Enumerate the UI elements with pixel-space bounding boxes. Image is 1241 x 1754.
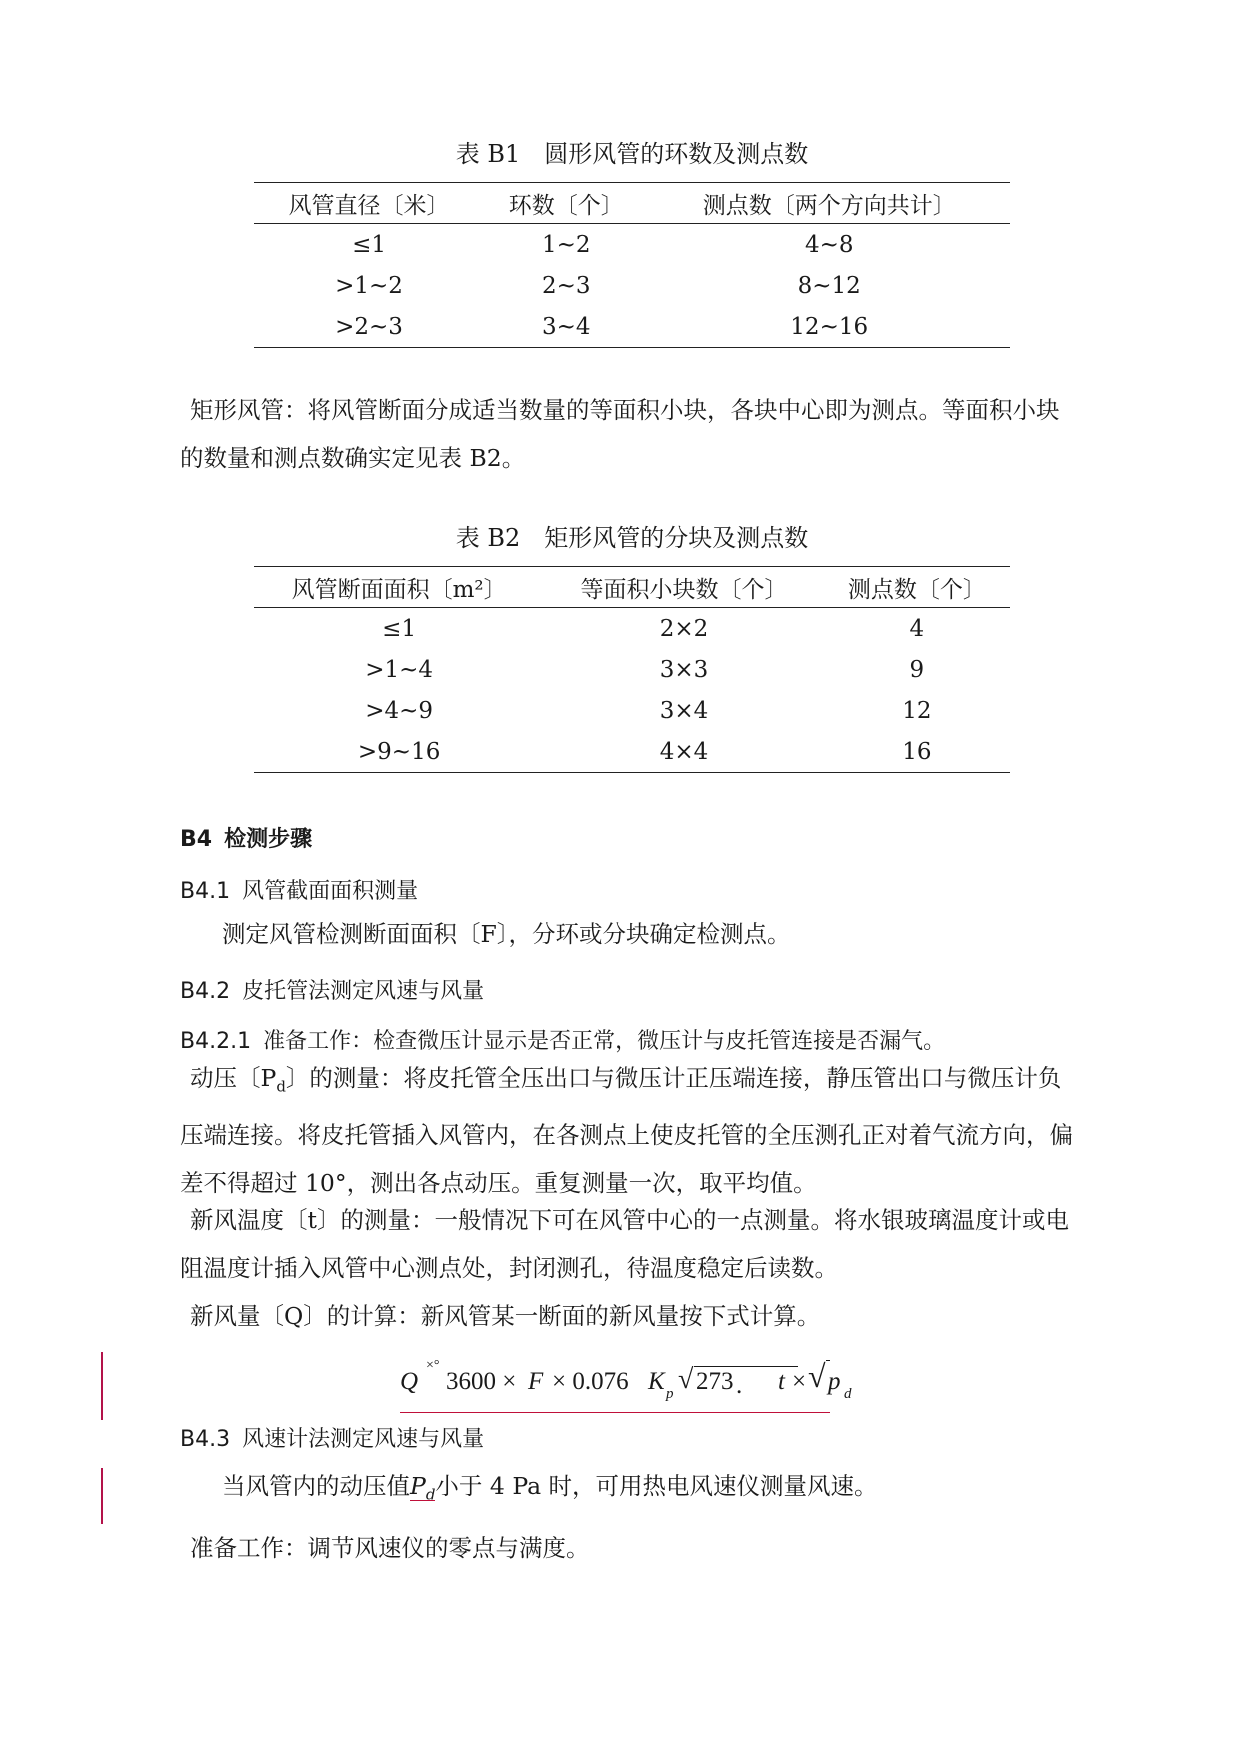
formula-constant-3600: 3600 × xyxy=(446,1368,517,1395)
table-cell: >9~16 xyxy=(254,731,544,773)
formula-f: F xyxy=(528,1368,544,1395)
rect-duct-paragraph: 矩形风管：将风管断面分成适当数量的等面积小块，各块中心即为测点。等面积小块的数量和测点数确实定见表 B2。 xyxy=(180,396,1060,472)
section-b4-heading xyxy=(180,822,312,853)
airflow-calc-paragraph: 新风量〔Q〕的计算：新风管某一断面的新风量按下式计算。 xyxy=(190,1302,821,1330)
section-b4-2-label: B4.2 xyxy=(180,979,231,1004)
table-row xyxy=(254,731,1010,773)
table-cell: 3~4 xyxy=(484,306,648,348)
table-row xyxy=(254,306,1010,348)
section-b4-2-heading xyxy=(180,974,484,1005)
formula-273: 273 xyxy=(696,1368,734,1395)
section-b4-3-label: B4.3 xyxy=(180,1427,231,1452)
section-b4-1-title: 风管截面面积测量 xyxy=(242,879,419,904)
table-b1-header-points: 测点数〔两个方向共计〕 xyxy=(648,183,1010,224)
section-b4-1-heading xyxy=(180,874,418,905)
section-b4-2-1-heading xyxy=(180,1024,945,1055)
sqrt-bar xyxy=(826,1360,830,1361)
formula-dot: . xyxy=(736,1372,743,1399)
temperature-paragraph: 新风温度〔t〕的测量：一般情况下可在风管中心的一点测量。将水银玻璃温度计或电阻温度计插入风管中心测点处，封闭测孔，待温度稳定后读数。 xyxy=(180,1206,1069,1282)
table-b2-header-blocks: 等面积小块数〔个〕 xyxy=(544,567,823,608)
pd-sub: d xyxy=(425,1485,436,1504)
section-b4-2-1-label: B4.2.1 xyxy=(180,1029,252,1054)
revision-bar xyxy=(101,1352,103,1420)
table-b1-header-diameter: 风管直径〔米〕 xyxy=(254,183,484,224)
formula-constant-0076: × 0.076 xyxy=(552,1368,629,1395)
table-cell: 12 xyxy=(902,697,932,724)
sqrt-icon: √ xyxy=(808,1358,826,1394)
table-cell: 12~16 xyxy=(648,306,1010,348)
table-row xyxy=(254,265,1010,306)
section-b4-label: B4 xyxy=(180,827,213,852)
formula-p: p xyxy=(828,1368,841,1395)
table-cell: 2~3 xyxy=(541,272,591,299)
table-cell: 4~8 xyxy=(804,231,854,258)
pd-letter: P xyxy=(410,1472,426,1500)
table-b1-caption: 表 B1 圆形风管的环数及测点数 xyxy=(455,140,809,168)
sqrt-icon: √ xyxy=(678,1364,694,1395)
dynamic-pressure-text: 〕的测量：将皮托管全压出口与微压计正压端连接，静压管出口与微压计负压端连接。将皮托管插入风管内，在各测点上使皮托管的全压测孔正对着气流方向，偏差不得超过 10°，测出各点动压。重复测量一次，取平均值。 xyxy=(180,1064,1073,1197)
prep-paragraph: 准备工作：调节风速仪的零点与满度。 xyxy=(190,1534,590,1562)
table-cell: 9 xyxy=(909,656,925,683)
table-cell: >1~2 xyxy=(335,272,403,299)
table-cell: 4×4 xyxy=(544,731,823,773)
table-cell: ≤1 xyxy=(382,615,417,642)
formula-q: Q xyxy=(400,1368,419,1395)
table-cell: 2×2 xyxy=(659,615,709,642)
table-b2 xyxy=(254,566,1010,773)
pd-symbol xyxy=(410,1472,436,1504)
dynamic-pressure-prefix: 动压〔P xyxy=(190,1064,277,1092)
table-b1-header-rings: 环数〔个〕 xyxy=(484,183,648,224)
airflow-formula xyxy=(400,1352,852,1413)
formula-t: t xyxy=(778,1368,785,1395)
table-b2-caption: 表 B2 矩形风管的分块及测点数 xyxy=(455,524,809,552)
formula-symbol: ×° xyxy=(426,1358,440,1373)
table-cell: 16 xyxy=(824,731,1010,773)
dynamic-pressure-sub: d xyxy=(276,1077,286,1096)
b4-3-text-before: 当风管内的动压值 xyxy=(222,1472,410,1500)
section-b4-3-heading xyxy=(180,1422,484,1453)
section-b4-2-1-text: 准备工作：检查微压计显示是否正常，微压计与皮托管连接是否漏气。 xyxy=(263,1029,946,1054)
table-b1 xyxy=(254,182,1010,348)
revision-bar xyxy=(101,1468,103,1524)
section-b4-3-text xyxy=(222,1462,1082,1519)
formula-times: × xyxy=(792,1368,807,1395)
table-cell: >4~9 xyxy=(365,697,434,724)
sqrt-bar xyxy=(694,1366,798,1367)
table-cell: 3×3 xyxy=(659,656,709,683)
section-b4-2-title: 皮托管法测定风速与风量 xyxy=(242,979,485,1004)
table-cell: 1~2 xyxy=(541,231,591,258)
dynamic-pressure-paragraph xyxy=(180,1054,1080,1207)
table-cell: 4 xyxy=(909,615,925,642)
table-b2-header-points: 测点数〔个〕 xyxy=(824,567,1010,608)
formula-k: K xyxy=(648,1368,665,1395)
section-b4-1-label: B4.1 xyxy=(180,879,231,904)
table-cell: 8~12 xyxy=(797,272,861,299)
formula-p-sub: d xyxy=(844,1386,852,1402)
table-b2-header-area: 风管断面面积〔m²〕 xyxy=(254,567,544,608)
b4-3-text-after: 小于 4 Pa 时，可用热电风速仪测量风速。 xyxy=(435,1472,878,1500)
section-b4-1-text: 测定风管检测断面面积〔F〕，分环或分块确定检测点。 xyxy=(222,920,791,948)
table-row xyxy=(254,690,1010,731)
table-row xyxy=(254,649,1010,690)
table-cell: 3×4 xyxy=(659,697,709,724)
table-cell: >2~3 xyxy=(254,306,484,348)
table-row xyxy=(254,224,1010,266)
table-row xyxy=(254,608,1010,650)
section-b4-title: 检测步骤 xyxy=(224,827,313,852)
table-cell: ≤1 xyxy=(352,231,386,258)
table-cell: >1~4 xyxy=(365,656,434,683)
section-b4-3-title: 风速计法测定风速与风量 xyxy=(242,1427,485,1452)
formula-k-sub: p xyxy=(666,1386,674,1402)
